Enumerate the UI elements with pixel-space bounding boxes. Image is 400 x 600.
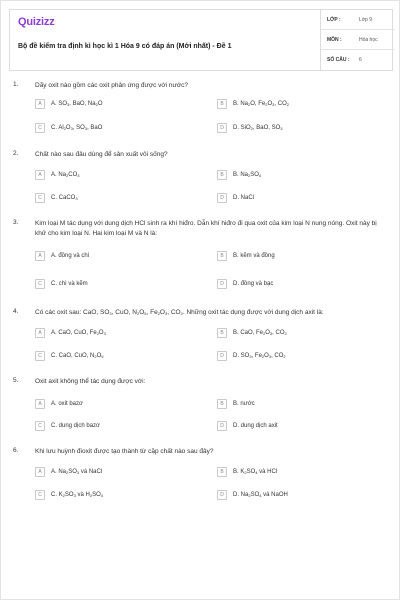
question-number: 2. [13,150,19,157]
option-text: D. SiO$_2$, BaO, $SO_3$ [233,125,283,131]
question-number: 3. [13,219,19,226]
question-text: Dãy oxit nào gồm các oxit phản ứng được với nước? [35,82,189,89]
option-text: C. CaO, CuO, $N_2O_5$ [51,353,104,359]
option-text: D. NaCl [233,195,255,201]
option-text: C. chì và kẽm [51,281,88,287]
answer-option-d[interactable] [217,421,387,433]
option-text: A. đồng và chì [51,253,90,259]
question-text: Chất nào sau đâu dùng để sản xuất vôi sống? [35,151,168,158]
option-letter-box[interactable]: A [35,328,45,338]
answer-option-b[interactable] [217,99,387,111]
option-letter-box[interactable]: D [217,123,227,133]
answer-option-d[interactable] [217,490,387,502]
option-letter-box[interactable]: B [217,328,227,338]
option-letter-box[interactable]: B [217,170,227,180]
answer-option-d[interactable] [217,351,387,363]
option-text: A. oxit bazơ [51,401,83,407]
option-letter-box[interactable]: B [217,251,227,261]
option-text: A. $SO_3$, BaO, $Na_2O$ [51,101,103,107]
answer-option-d[interactable] [217,123,387,135]
worksheet-header [9,9,393,71]
option-letter-box[interactable]: D [217,279,227,289]
meta-label: SỐ CÂU : [327,57,350,63]
option-letter-box[interactable]: A [35,99,45,109]
question-text: Có các oxit sau: CaO, $SO_3$, CuO, $N_2O_5$, $Fe_2O_3$, $CO_2$. Những oxit tác dụng được với dung dịch axit là: [35,309,324,316]
option-letter-box[interactable]: A [35,467,45,477]
option-letter-box[interactable]: C [35,193,45,203]
option-letter-box[interactable]: D [217,421,227,431]
option-text: C. CaCO$_3$ [51,195,78,201]
answer-option-b[interactable] [217,170,387,182]
option-letter-box[interactable]: C [35,279,45,289]
meta-value: 6 [359,57,362,63]
answer-option-b[interactable] [217,251,387,263]
answer-option-c[interactable] [35,351,205,363]
question-number: 6. [13,447,19,454]
answer-option-c[interactable] [35,421,205,433]
option-letter-box[interactable]: D [217,351,227,361]
meta-row-subject [321,30,395,50]
worksheet-title: Bộ đề kiểm tra định kì học kì 1 Hóa 9 có đáp án (Mới nhất) - Đề 1 [18,43,232,50]
answer-option-a[interactable] [35,99,205,111]
option-text: B. $K_2SO_4$ và HCl [233,469,278,475]
option-letter-box[interactable]: C [35,490,45,500]
answer-option-d[interactable] [217,193,387,205]
option-text: A. $Na_2SO_3$ và NaCl [51,469,103,475]
option-letter-box[interactable]: B [217,99,227,109]
option-letter-box[interactable]: B [217,467,227,477]
question-text: Kim loại M tác dụng với dung dịch HCl sinh ra khí hiđro. Dẫn khí hiđro đi qua oxit của kim loại N nung nóng. Oxit này bị khử cho kim loại N. Hai kim loại M và N là: [35,220,377,237]
option-text: B. CaO, $Fe_2O_3$, $CO_2$ [233,330,287,336]
option-letter-box[interactable]: A [35,399,45,409]
option-text: B. nước [233,401,255,407]
option-text: A. $Na_2CO_3$ [51,172,80,178]
option-text: D. dung dịch axit [233,423,278,429]
answer-option-b[interactable] [217,467,387,479]
answer-option-a[interactable] [35,251,205,263]
answer-option-a[interactable] [35,399,205,411]
option-letter-box[interactable]: D [217,193,227,203]
option-letter-box[interactable]: C [35,123,45,133]
question-number: 5. [13,377,19,384]
option-letter-box[interactable]: C [35,421,45,431]
answer-option-b[interactable] [217,328,387,340]
meta-row-class [321,10,395,30]
meta-label: LỚP : [327,17,341,23]
answer-option-c[interactable] [35,193,205,205]
answer-option-a[interactable] [35,170,205,182]
option-letter-box[interactable]: D [217,490,227,500]
answer-option-a[interactable] [35,328,205,340]
option-text: B. $Na_2O$, $Fe_2O_3$, $CO_2$ [233,101,289,107]
question-text: Khi lưu huỳnh đioxit được tạo thành từ cặp chất nào sau đây? [35,448,214,455]
option-text: C. $Al_2O_3$, $SO_3$, BaO [51,125,103,131]
option-letter-box[interactable]: A [35,251,45,261]
option-letter-box[interactable]: C [35,351,45,361]
option-text: B. kẽm và đồng [233,253,275,259]
meta-panel [320,10,394,70]
answer-option-c[interactable] [35,279,205,291]
answer-option-c[interactable] [35,123,205,135]
quizizz-logo: Quizizz [18,16,55,28]
question-text: Oxit axit không thể tác dụng được với: [35,378,146,385]
option-text: B. $Na_2SO_4$ [233,172,262,178]
option-text: D. $SO_3$, $Fe_2O_3$, $CO_2$ [233,353,286,359]
option-letter-box[interactable]: B [217,399,227,409]
question-number: 1. [13,81,19,88]
meta-label: MÔN : [327,37,342,43]
option-text: C. $K_2SO_3$ và $H_2SO_4$ [51,492,103,498]
question-number: 4. [13,308,19,315]
option-text: D. $Na_2SO_4$ và NaOH [233,492,288,498]
meta-value: Lớp 9 [359,17,373,23]
meta-value: Hóa học [359,37,378,43]
answer-option-b[interactable] [217,399,387,411]
answer-option-a[interactable] [35,467,205,479]
answer-option-c[interactable] [35,490,205,502]
option-letter-box[interactable]: A [35,170,45,180]
option-text: C. dung dịch bazơ [51,423,100,429]
answer-option-d[interactable] [217,279,387,291]
option-text: A. CaO, CuO, $Fe_2O_3$ [51,330,106,336]
meta-row-count [321,50,395,70]
option-text: D. đồng và bạc [233,281,274,287]
